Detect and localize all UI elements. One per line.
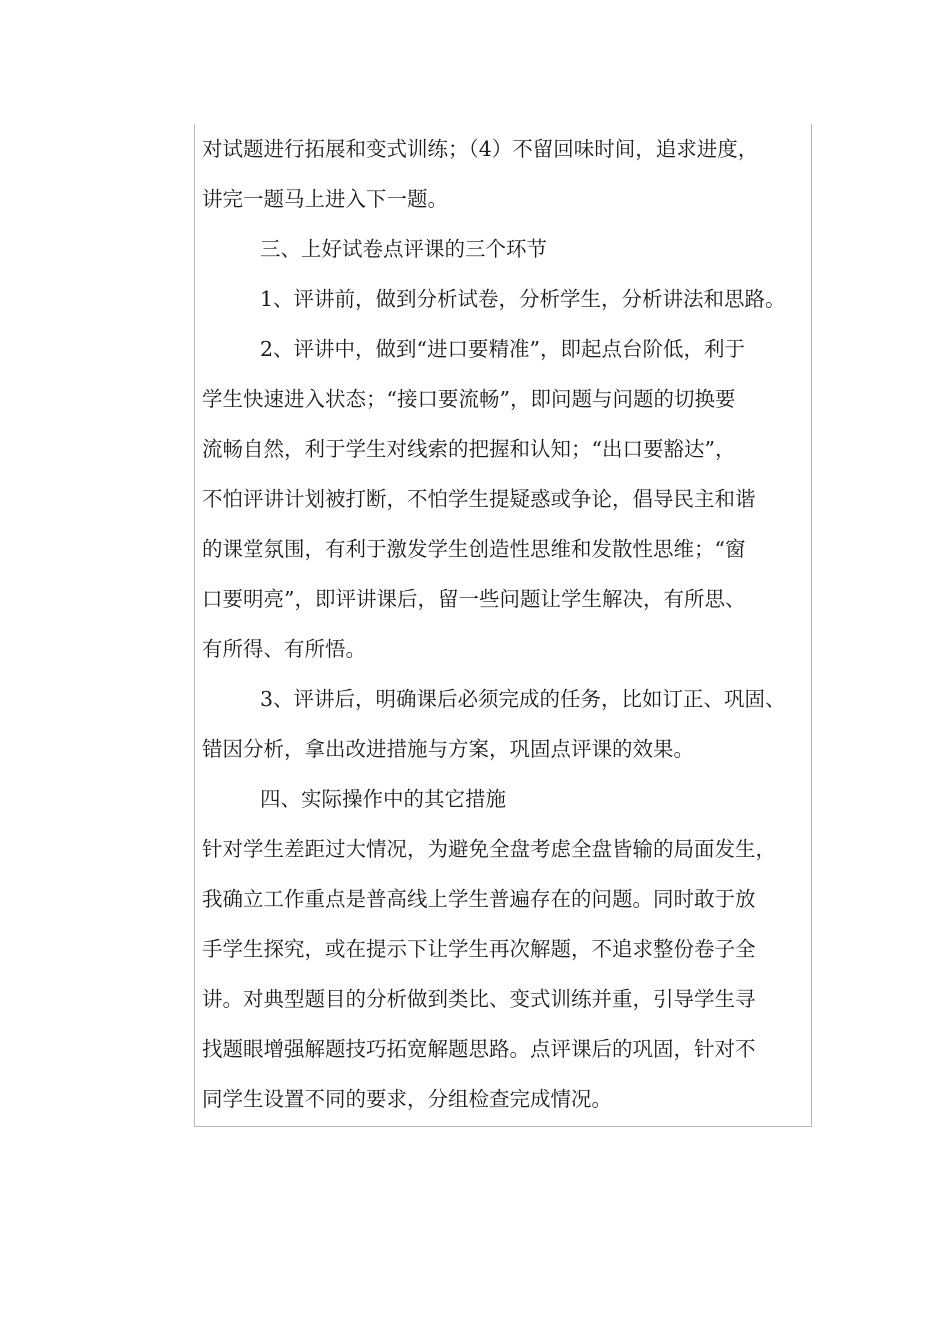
text-line: 3、评讲后，明确课后必须完成的任务，比如订正、巩固、 — [260, 687, 786, 711]
text-line: 口要明亮”，即评讲课后，留一些问题让学生解决，有所思、 — [202, 587, 746, 611]
text-line: 手学生探究，或在提示下让学生再次解题，不追求整份卷子全 — [202, 937, 756, 961]
text-line: 针对学生差距过大情况，为避免全盘考虑全盘皆输的局面发生， — [202, 837, 776, 861]
text-line: 有所得、有所悟。 — [202, 637, 366, 661]
text-line: 不怕评讲计划被打断，不怕学生提疑惑或争论，倡导民主和谐 — [202, 487, 756, 511]
text-line: 同学生设置不同的要求，分组检查完成情况。 — [202, 1087, 612, 1111]
text-line: 流畅自然，利于学生对线索的把握和认知；“出口要豁达”， — [202, 437, 736, 461]
text-line: 对试题进行拓展和变式训练；（4）不留回味时间，追求进度， — [202, 137, 759, 161]
text-line: 找题眼增强解题技巧拓宽解题思路。点评课后的巩固，针对不 — [202, 1037, 756, 1061]
text-line: 学生快速进入状态；“接口要流畅”，即问题与问题的切换要 — [202, 387, 736, 411]
text-line: 讲。对典型题目的分析做到类比、变式训练并重，引导学生寻 — [202, 987, 756, 1011]
text-line: 我确立工作重点是普高线上学生普遍存在的问题。同时敢于放 — [202, 887, 756, 911]
text-line: 讲完一题马上进入下一题。 — [202, 187, 448, 211]
document-body — [202, 124, 818, 1124]
text-line: 错因分析，拿出改进措施与方案，巩固点评课的效果。 — [202, 737, 694, 761]
section-heading-4: 四、实际操作中的其它措施 — [260, 787, 506, 811]
text-line: 的课堂氛围，有利于激发学生创造性思维和发散性思维；“窗 — [202, 537, 746, 561]
text-line: 1、评讲前，做到分析试卷，分析学生，分析讲法和思路。 — [260, 287, 786, 311]
section-heading-3: 三、上好试卷点评课的三个环节 — [260, 237, 547, 261]
text-line: 2、评讲中，做到“进口要精准”，即起点台阶低，利于 — [260, 337, 746, 361]
